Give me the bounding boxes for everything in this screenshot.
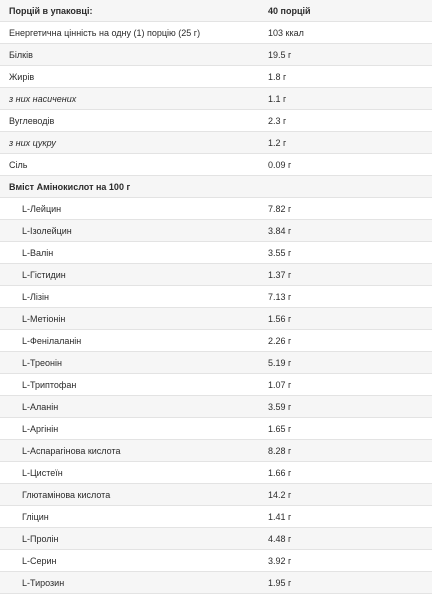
table-row — [0, 506, 432, 528]
table-row — [0, 550, 432, 572]
row-label: L-Гістидин — [0, 264, 260, 286]
row-value: 1.8 г — [260, 66, 432, 88]
row-value: 3.84 г — [260, 220, 432, 242]
row-value: 19.5 г — [260, 44, 432, 66]
table-row — [0, 110, 432, 132]
table-row — [0, 176, 432, 198]
row-label: L-Аргінін — [0, 418, 260, 440]
row-value: 8.28 г — [260, 440, 432, 462]
table-row — [0, 528, 432, 550]
row-label: L-Лейцин — [0, 198, 260, 220]
table-row — [0, 88, 432, 110]
row-label: Порцій в упаковці: — [0, 0, 260, 22]
row-label: L-Аспарагінова кислота — [0, 440, 260, 462]
row-value: 7.82 г — [260, 198, 432, 220]
row-value: 1.56 г — [260, 308, 432, 330]
table-row — [0, 286, 432, 308]
row-value — [260, 176, 432, 198]
row-label: L-Аланін — [0, 396, 260, 418]
row-value: 2.3 г — [260, 110, 432, 132]
row-value: 1.1 г — [260, 88, 432, 110]
row-label: з них насичених — [0, 88, 260, 110]
row-value: 1.65 г — [260, 418, 432, 440]
table-row — [0, 396, 432, 418]
row-value: 4.48 г — [260, 528, 432, 550]
table-row — [0, 374, 432, 396]
row-label: L-Ізолейцин — [0, 220, 260, 242]
row-label: Білків — [0, 44, 260, 66]
row-label: Сіль — [0, 154, 260, 176]
row-label: L-Тирозин — [0, 572, 260, 594]
table-row — [0, 352, 432, 374]
table-row — [0, 308, 432, 330]
row-label: Вміст Амінокислот на 100 г — [0, 176, 260, 198]
table-row — [0, 264, 432, 286]
row-value: 1.2 г — [260, 132, 432, 154]
row-value: 7.13 г — [260, 286, 432, 308]
table-row — [0, 220, 432, 242]
table-row — [0, 0, 432, 22]
table-row — [0, 22, 432, 44]
row-value: 5.19 г — [260, 352, 432, 374]
table-row — [0, 462, 432, 484]
row-value: 103 ккал — [260, 22, 432, 44]
row-value: 1.37 г — [260, 264, 432, 286]
row-label: Жирів — [0, 66, 260, 88]
table-row — [0, 484, 432, 506]
row-value: 1.66 г — [260, 462, 432, 484]
row-label: Гліцин — [0, 506, 260, 528]
row-label: L-Фенілаланін — [0, 330, 260, 352]
table-row — [0, 132, 432, 154]
table-row — [0, 330, 432, 352]
row-label: з них цукру — [0, 132, 260, 154]
row-label: Вуглеводів — [0, 110, 260, 132]
row-value: 1.07 г — [260, 374, 432, 396]
row-label: L-Лізін — [0, 286, 260, 308]
row-label: L-Триптофан — [0, 374, 260, 396]
row-value: 0.09 г — [260, 154, 432, 176]
table-row — [0, 154, 432, 176]
table-row — [0, 198, 432, 220]
row-value: 3.55 г — [260, 242, 432, 264]
table-row — [0, 44, 432, 66]
row-label: Глютамінова кислота — [0, 484, 260, 506]
row-label: L-Метіонін — [0, 308, 260, 330]
row-value: 14.2 г — [260, 484, 432, 506]
row-label: L-Треонін — [0, 352, 260, 374]
table-row — [0, 440, 432, 462]
table-row — [0, 242, 432, 264]
row-value: 40 порцій — [260, 0, 432, 22]
table-row — [0, 418, 432, 440]
table-row — [0, 572, 432, 594]
row-value: 3.92 г — [260, 550, 432, 572]
row-value: 2.26 г — [260, 330, 432, 352]
row-label: Енергетична цінність на одну (1) порцію (25 г) — [0, 22, 260, 44]
row-label: L-Пролін — [0, 528, 260, 550]
row-value: 3.59 г — [260, 396, 432, 418]
row-label: L-Цистеїн — [0, 462, 260, 484]
row-value: 1.41 г — [260, 506, 432, 528]
row-label: L-Валін — [0, 242, 260, 264]
row-label: L-Серин — [0, 550, 260, 572]
table-row — [0, 66, 432, 88]
row-value: 1.95 г — [260, 572, 432, 594]
